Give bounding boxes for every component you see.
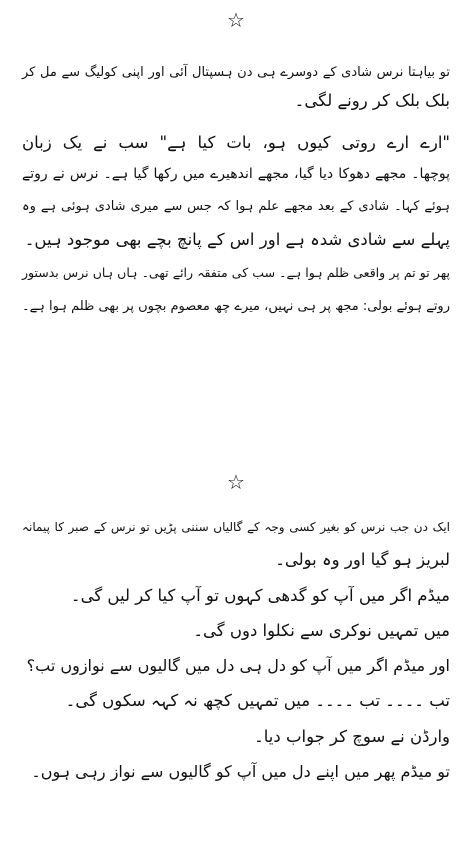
paragraph-line: ایک دن جب نرس کو بغیر کسی وجہ کے گالیاں سننی پڑیں تو نرس کے صبر کا پیمانہ xyxy=(22,520,450,534)
paragraph-line: ہوئے کہا۔ شادی کے بعد مجھے علم ہوا کہ جس سے میری شادی ہوئی ہے وہ xyxy=(22,199,450,214)
paragraph-line: پوچھا۔ مجھے دھوکا دیا گیا، مجھے اندھیرے میں رکھا گیا ہے۔ نرس نے روتے xyxy=(22,166,450,182)
paragraph-line: میں تمہیں نوکری سے نکلوا دوں گی۔ xyxy=(193,621,450,640)
paragraph-line: میڈم اگر میں آپ کو گدھی کہوں تو آپ کیا کر لیں گی۔ xyxy=(70,586,450,605)
paragraph-line: روتے ہوئے بولی: مجھ پر ہی نہیں، میرے چھ معصوم بچوں پر بھی ظلم ہوا ہے۔ xyxy=(22,299,450,314)
paragraph-line: تو بیاہتا نرس شادی کے دوسرے ہی دن ہسپتال آئی اور اپنی کولیگ سے مل کر xyxy=(22,65,450,80)
paragraph-line: لبریز ہو گیا اور وہ بولی۔ xyxy=(275,550,450,569)
section-separator-star: ☆ xyxy=(227,8,245,32)
paragraph-line: بلک بلک کر رونے لگی۔ xyxy=(294,91,450,110)
paragraph-line: وارڈن نے سوچ کر جواب دیا۔ xyxy=(254,727,450,746)
paragraph-line: "ارے ارے روتی کیوں ہو، بات کیا ہے" سب نے یک زبان xyxy=(22,133,450,152)
section-separator-star: ☆ xyxy=(227,470,245,494)
paragraph-line: پھر تو تم پر واقعی ظلم ہوا ہے۔ سب کی متفقہ رائے تھی۔ ہاں ہاں نرس بدستور xyxy=(22,265,450,280)
paragraph-line: تب ۔۔۔۔ تب ۔۔۔۔ میں تمہیں کچھ نہ کہہ سکوں گی۔ xyxy=(65,691,450,710)
paragraph-line: پہلے سے شادی شدہ ہے اور اس کے پانچ بچے بھی موجود ہیں۔ xyxy=(24,230,450,249)
paragraph-line: تو میڈم پھر میں اپنے دل میں آپ کو گالیوں سے نواز رہی ہوں۔ xyxy=(31,762,450,781)
paragraph-line: اور میڈم اگر میں آپ کو دل ہی دل میں گالیوں سے نوازوں تب؟ xyxy=(26,656,450,675)
